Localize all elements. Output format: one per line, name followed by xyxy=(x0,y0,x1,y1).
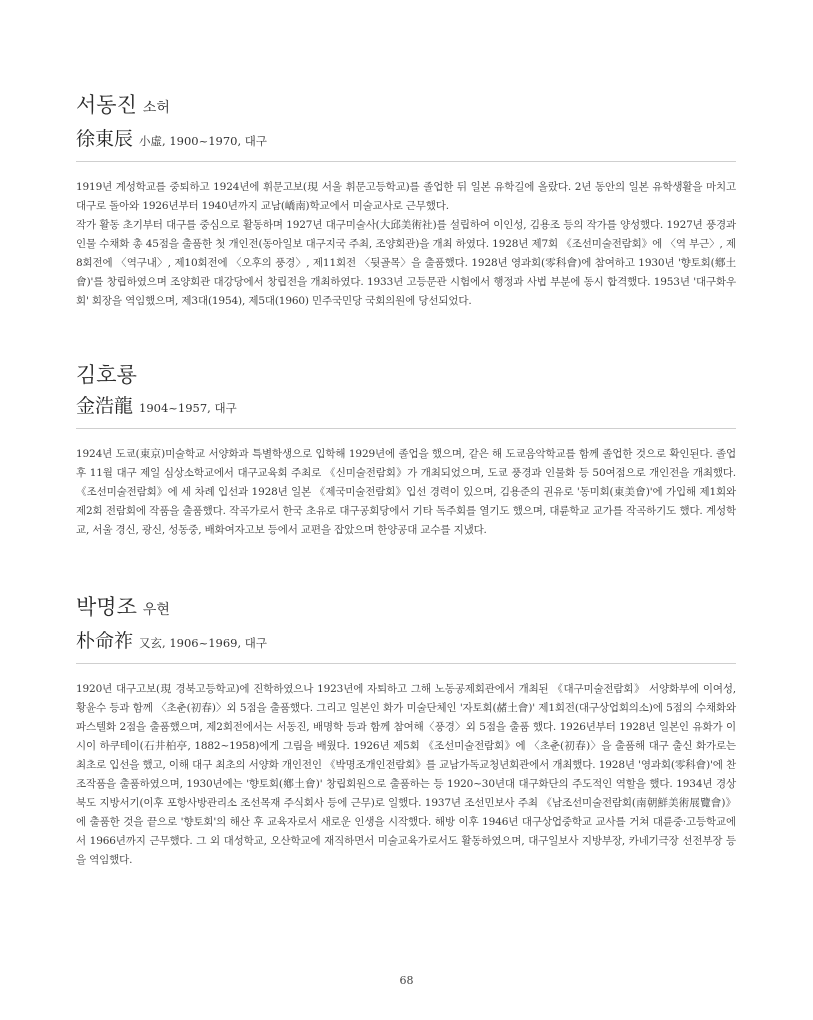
divider xyxy=(76,161,736,162)
artist-biography xyxy=(76,445,736,540)
bio-paragraph: 작가 활동 초기부터 대구를 중심으로 활동하며 1927년 대구미술사(大邱美術社)를 설립하여 이인성, 김용조 등의 작가를 양성했다. 1927년 풍경과 인물 수채화 총 45점을 출품한 첫 개인전(동아일보 대구지국 주최, 조양회관)을 개최 하였다. 1928년 제7회 《조선미술전람회》에 〈역 부근〉, 제8회전에 〈역구내〉, 제10회전에 〈오후의 풍경〉, 제11회전 〈뒷골목〉을 출품했다. 1928년 영과회(零科會)에 참여하고 1930년 '향토회(鄕土會)'를 창립하였으며 조양회관 대강당에서 창립전을 개최하였다. 1933년 고등문관 시험에서 행정과 사법 부분에 동시 합격했다. 1953년 '대구화우회' 회장을 역임했으며, 제3대(1954), 제5대(1960) 민주국민당 국회의원에 당선되었다. xyxy=(76,219,736,307)
artist-info: 1904~1957, 대구 xyxy=(139,401,237,415)
artist-section-kim-horyong xyxy=(76,362,736,540)
artist-biography xyxy=(76,680,736,870)
artist-name-korean: 박명조 우현 xyxy=(76,595,170,619)
bio-paragraph: 1919년 계성학교를 중퇴하고 1924년에 휘문고보(現 서울 휘문고등학교)를 졸업한 뒤 일본 유학길에 올랐다. 2년 동안의 일본 유학생활을 마치고 대구로 돌아와 1926년부터 1940년까지 교남(嶠南)학교에서 미술교사로 근무했다. xyxy=(76,181,736,212)
bio-paragraph: 1924년 도쿄(東京)미술학교 서양화과 특별학생으로 입학해 1929년에 졸업을 했으며, 같은 해 도쿄음악학교를 함께 졸업한 것으로 확인된다. 졸업 후 11월 대구 제일 심상소학교에서 대구교육회 주최로 《신미술전람회》가 개최되었으며, 도쿄 풍경과 인물화 등 50여점으로 개인전을 개최했다. 《조선미술전람회》에 세 차례 입선과 1928년 일본 《제국미술전람회》입선 경력이 있으며, 김용준의 권유로 '동미회(東美會)'에 가입해 제1회와 제2회 전람회에 작품을 출품했다. 작곡가로서 한국 초유로 대구공회당에서 기타 독주회를 열기도 했으며, 대륜학교 교가를 작곡하기도 했다. 계성학교, 서울 경신, 광신, 성동중, 배화여자고보 등에서 교편을 잡았으며 한양공대 교수를 지냈다. xyxy=(76,448,736,536)
artist-section-seo-dongjin xyxy=(76,92,736,311)
artist-info: 又玄, 1906~1969, 대구 xyxy=(139,636,268,650)
divider xyxy=(76,428,736,429)
divider xyxy=(76,663,736,664)
bio-paragraph: 1920년 대구고보(現 경북고등학교)에 진학하였으나 1923년에 자퇴하고 그해 노동공제회관에서 개최된 《대구미술전람회》 서양화부에 이여성, 황윤수 등과 함께 〈초춘(初春)〉외 5점을 출품했다. 그리고 일본인 화가 미술단체인 '자토회(赭土會)' 제1회전(대구상업회의소)에 5점의 수채화와 파스텔화 2점을 출품했으며, 제2회전에서는 서동진, 배명학 등과 함께 참여해〈풍경〉외 5점을 출품 했다. 1926년부터 1928년 일본인 유화가 이시이 하쿠테이(石井柏亭, 1882~1958)에게 그림을 배웠다. 1926년 제5회 《조선미술전람회》에 〈초춘(初春)〉을 출품해 대구 출신 화가로는 최초로 입선을 했고, 이해 대구 최초의 서양화 개인전인 《박명조개인전람회》를 교남가독교청년회관에서 개최했다. 1928년 '영과회(零科會)'에 찬조작품을 출품하였으며, 1930년에는 '향토회(鄕土會)' 창립회원으로 출품하는 등 1920~30년대 대구화단의 주도적인 역할을 했다. 1934년 경상북도 지방서기(이후 포항사방관리소 조선목재 주식회사 등에 근무)로 일했다. 1937년 조선민보사 주최 《남조선미술전람회(南朝鮮美術展覽會)》에 출품한 것을 끝으로 '향토회'의 해산 후 교육자로서 새로운 인생을 시작했다. 해방 이후 1946년 대구상업중학교 교사를 거쳐 대륜중·고등학교에서 1966년까지 근무했다. 그 외 대성학교, 오산학교에 재직하면서 미술교육가로서도 활동하였으며, 대구일보사 지방부장, 카네기극장 선전부장 등을 역임했다. xyxy=(76,683,736,866)
artist-name-hanja: 徐東辰 小虛, 1900~1970, 대구 xyxy=(76,128,268,150)
artist-biography xyxy=(76,178,736,311)
artist-alias-korean: 소허 xyxy=(142,100,170,116)
artist-name-korean: 김호룡 xyxy=(76,363,137,387)
artist-name-korean: 서동진 소허 xyxy=(76,93,170,117)
artist-info: 小虛, 1900~1970, 대구 xyxy=(139,134,268,148)
artist-name-hanja: 朴命祚 又玄, 1906~1969, 대구 xyxy=(76,630,268,652)
artist-name-hanja: 金浩龍 1904~1957, 대구 xyxy=(76,395,237,417)
artist-alias-korean: 우현 xyxy=(142,602,170,618)
page-number: 68 xyxy=(399,974,414,987)
artist-section-park-myeongjo xyxy=(76,594,736,870)
